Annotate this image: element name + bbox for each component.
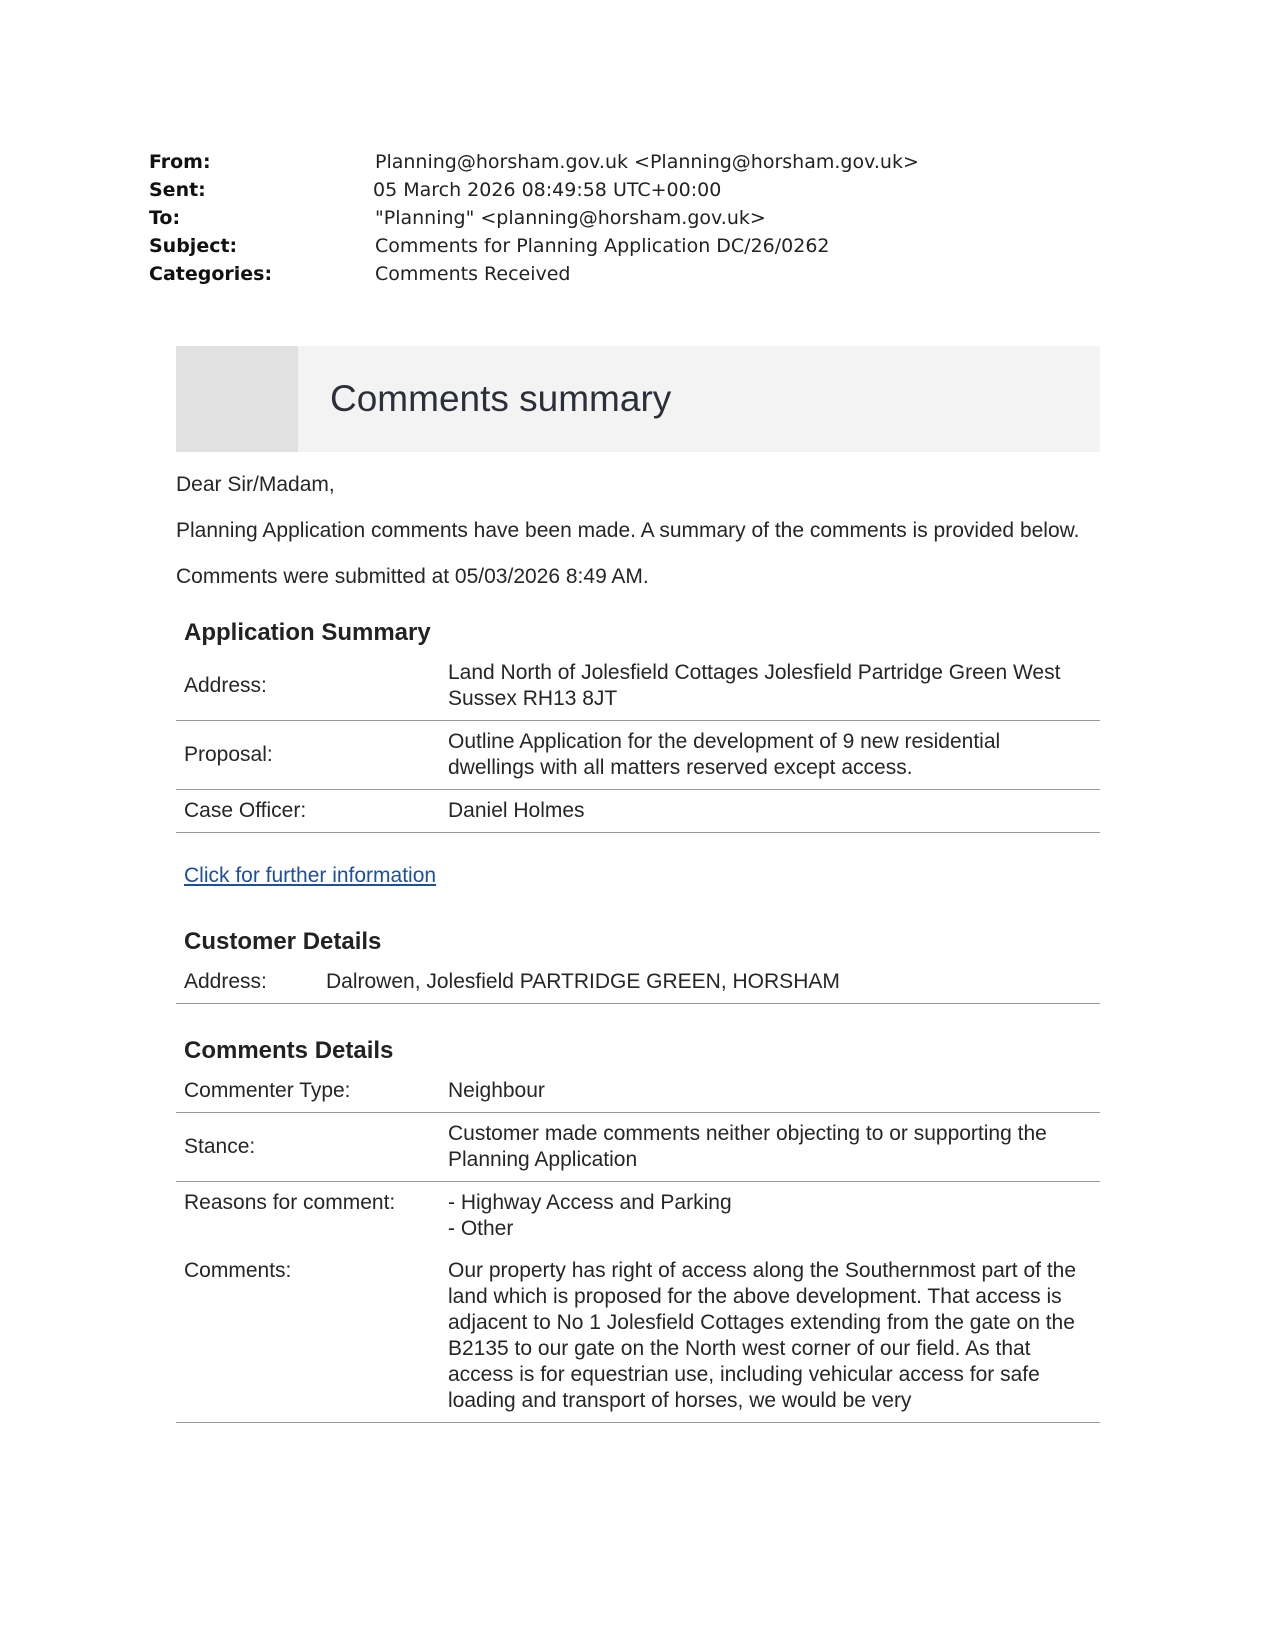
reasons-label: Reasons for comment: [184, 1191, 396, 1214]
comments-details-table [176, 1070, 1100, 1423]
intro-paragraph: Planning Application comments have been made. A summary of the comments is provided below. [176, 519, 1080, 542]
banner-title: Comments summary [330, 378, 672, 419]
case-officer-label: Case Officer: [176, 790, 440, 833]
customer-details-title: Customer Details [184, 928, 382, 955]
case-officer-value: Daniel Holmes [440, 790, 1100, 833]
application-summary-title: Application Summary [184, 619, 431, 646]
application-summary-table [176, 652, 1100, 833]
table-row [176, 1250, 1100, 1423]
customer-details-table [176, 961, 1100, 1004]
from-value: Planning@horsham.gov.uk <Planning@horsham.gov.uk> [375, 151, 919, 173]
summary-banner [176, 346, 1100, 452]
proposal-label: Proposal: [176, 721, 440, 790]
categories-label: Categories: [149, 263, 273, 285]
table-row [176, 961, 1100, 1004]
address-value: Land North of Jolesfield Cottages Jolesfield Partridge Green West Sussex RH13 8JT [440, 652, 1100, 721]
from-row [149, 148, 919, 176]
banner-logo-block [176, 346, 298, 452]
comments-details-title: Comments Details [184, 1037, 394, 1064]
from-label: From: [149, 151, 211, 173]
reason-item: - Highway Access and Parking [448, 1191, 732, 1214]
to-value: "Planning" <planning@horsham.gov.uk> [375, 207, 766, 229]
table-row [176, 652, 1100, 721]
proposal-value: Outline Application for the development of 9 new residential dwellings with all matters reserved except access. [440, 721, 1100, 790]
table-row [176, 790, 1100, 833]
email-header [149, 148, 919, 288]
customer-address-value: Dalrowen, Jolesfield PARTRIDGE GREEN, HORSHAM [318, 961, 1100, 1004]
stance-label: Stance: [176, 1113, 440, 1182]
sent-row [149, 176, 919, 204]
table-row [176, 1182, 1100, 1251]
to-label: To: [149, 207, 181, 229]
subject-label: Subject: [149, 235, 238, 257]
table-row [176, 1113, 1100, 1182]
stance-value: Customer made comments neither objecting to or supporting the Planning Application [440, 1113, 1100, 1182]
email-body [176, 472, 1100, 1423]
categories-value: Comments Received [375, 263, 571, 285]
categories-row [149, 260, 919, 288]
reasons-value [440, 1182, 1100, 1251]
subject-value: Comments for Planning Application DC/26/0262 [375, 235, 830, 257]
comments-value: Our property has right of access along the Southernmost part of the land which is proposed for the above development. That access is adjacent to No 1 Jolesfield Cottages extending from the gate on the B2135 to our gate on the North west corner of our field. As that access is for equestrian use, including vehicular access for safe loading and transport of horses, we would be very [440, 1250, 1100, 1423]
commenter-type-label: Commenter Type: [176, 1070, 440, 1113]
subject-row [149, 232, 919, 260]
customer-address-label: Address: [176, 961, 318, 1004]
address-label: Address: [176, 652, 440, 721]
comments-label: Comments: [176, 1250, 440, 1423]
reason-item: - Other [448, 1217, 514, 1240]
sent-label: Sent: [149, 179, 206, 201]
to-row [149, 204, 919, 232]
table-row [176, 1070, 1100, 1113]
table-row [176, 721, 1100, 790]
further-information-link[interactable]: Click for further information [184, 864, 437, 887]
sent-value: 05 March 2026 08:49:58 UTC+00:00 [373, 179, 722, 201]
greeting: Dear Sir/Madam, [176, 473, 335, 496]
commenter-type-value: Neighbour [440, 1070, 1100, 1113]
submitted-paragraph: Comments were submitted at 05/03/2026 8:49 AM. [176, 565, 649, 588]
